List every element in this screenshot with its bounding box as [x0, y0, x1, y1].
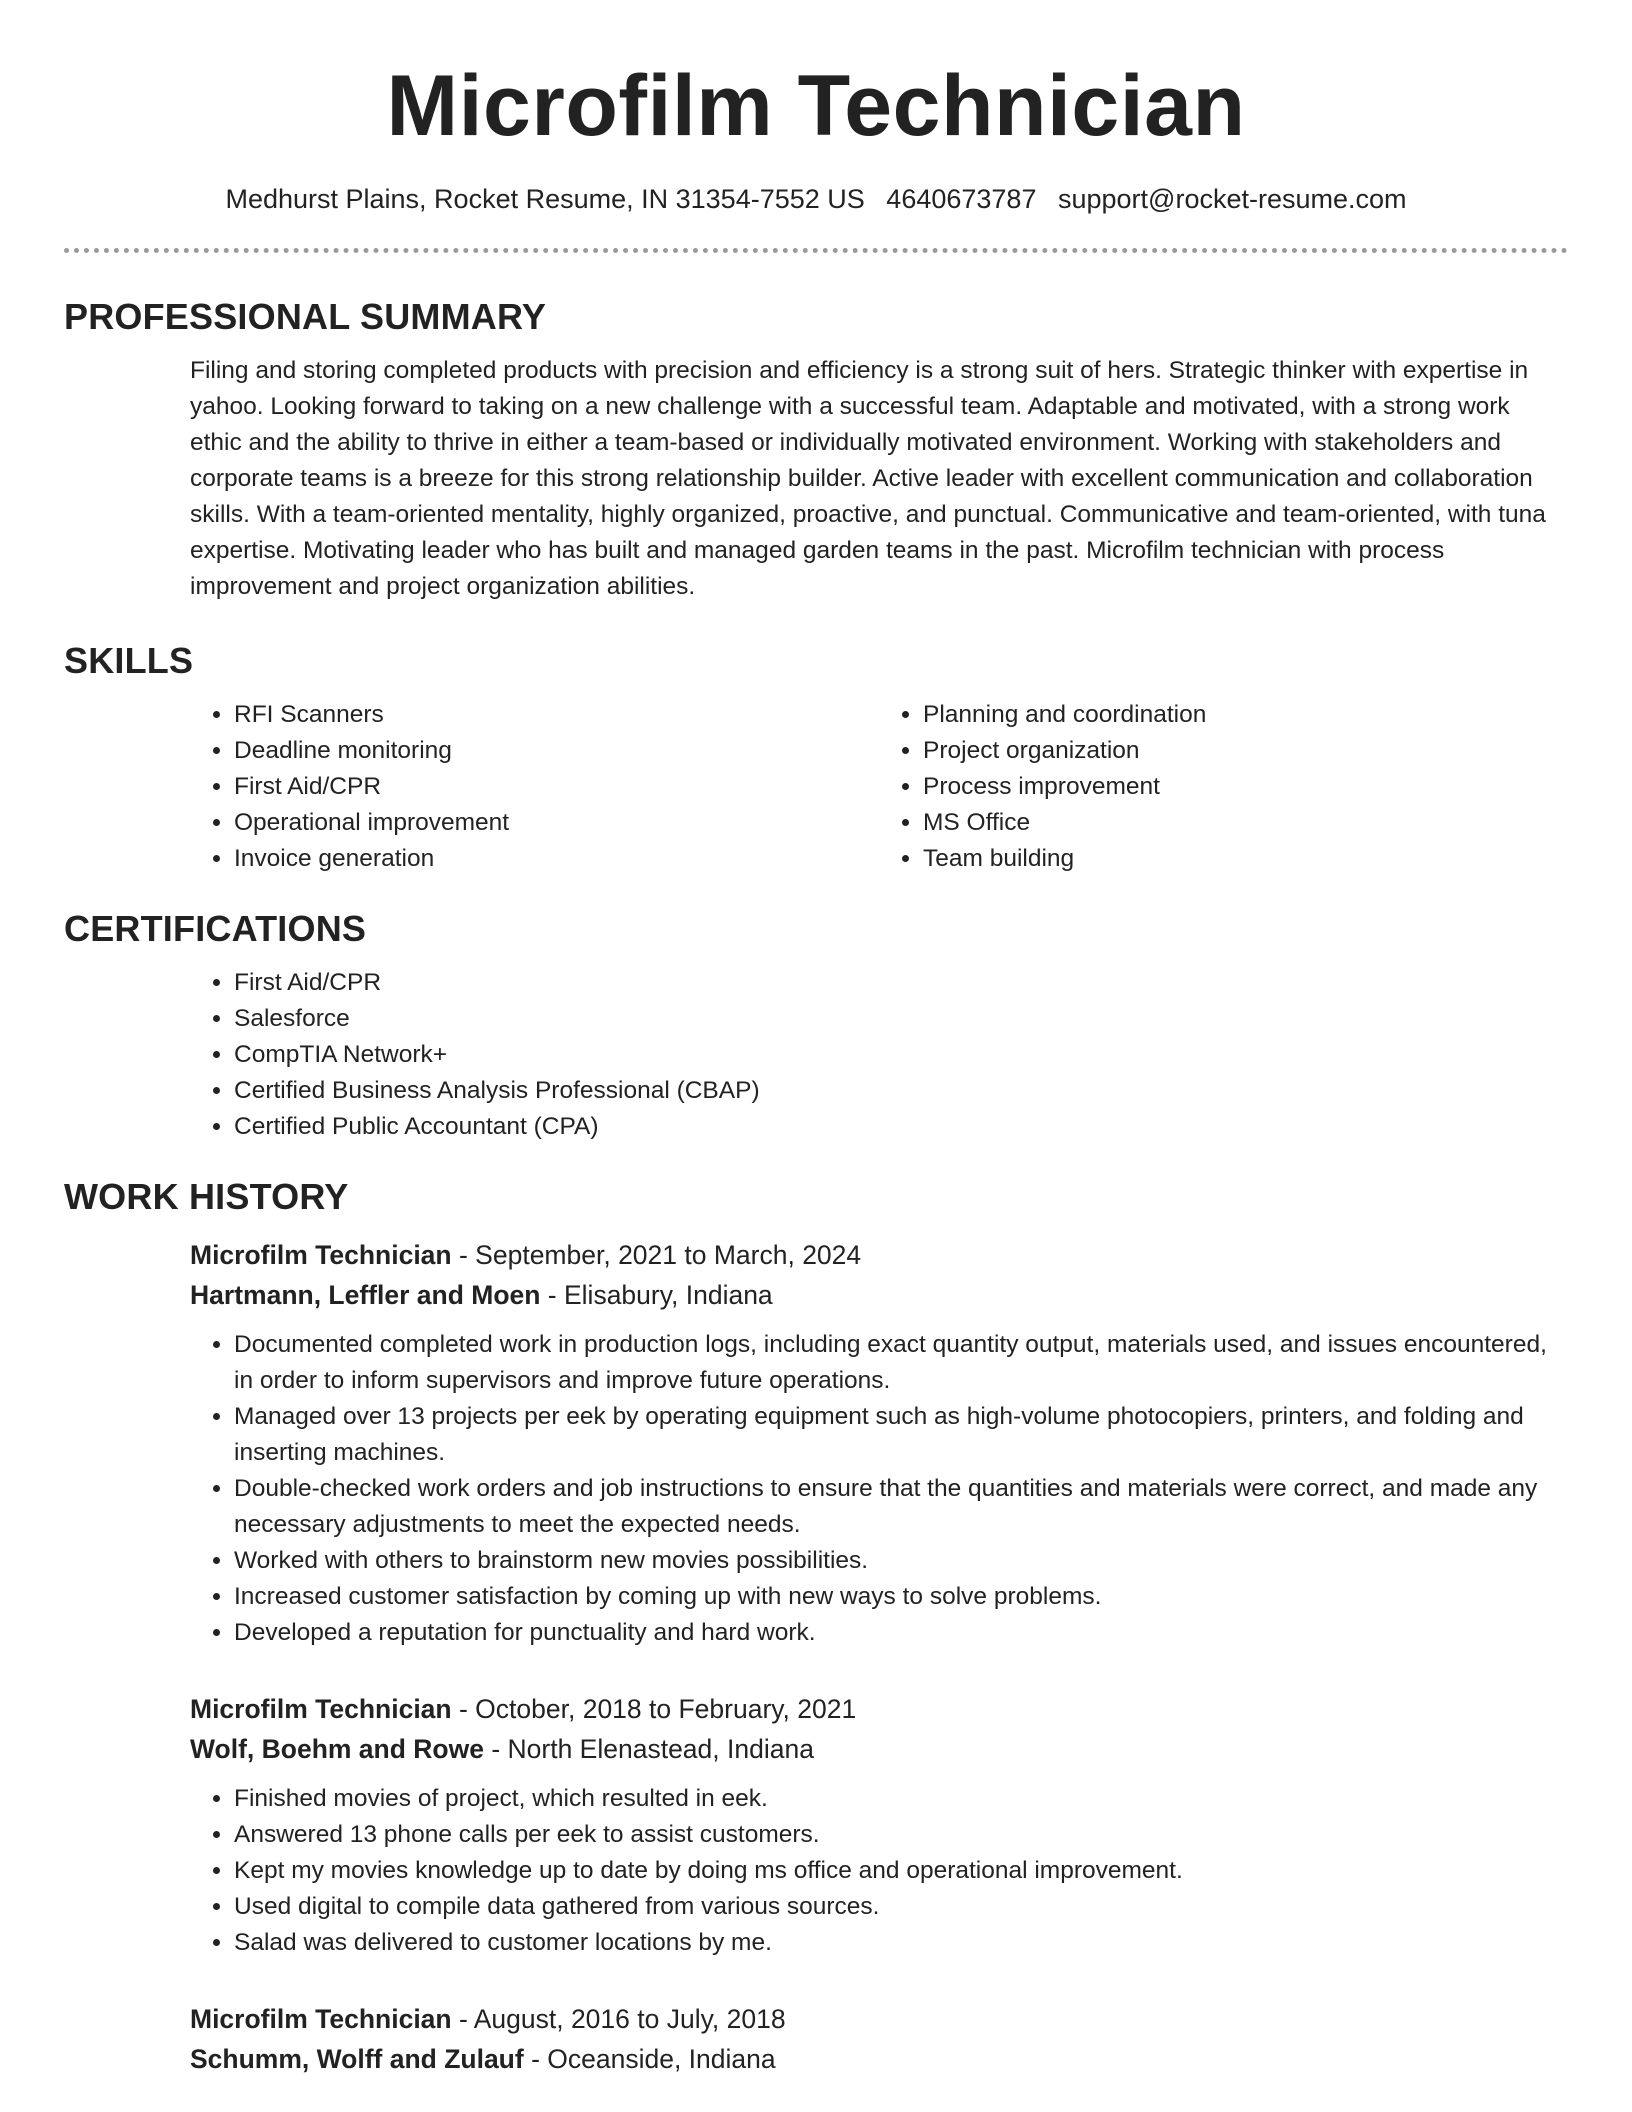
job-bullet: • Managed over 13 projects per eek by operating equipment such as high-volume photocopiers, printers, and folding and inserting machines.: [234, 1399, 1568, 1471]
work-history-heading: WORK HISTORY: [64, 1176, 349, 1217]
job-entry: [190, 1999, 1568, 2079]
contact-address: Medhurst Plains, Rocket Resume, IN 31354-7552 US: [225, 184, 865, 214]
skills-list-right: [879, 697, 1568, 877]
work-history-section: [64, 1175, 1568, 2079]
skills-heading: SKILLS: [64, 640, 194, 681]
certification-item: • Certified Business Analysis Professional (CBAP): [234, 1073, 1568, 1109]
job-company: Hartmann, Leffler and Moen: [190, 1280, 541, 1310]
job-location: - North Elenastead, Indiana: [483, 1734, 814, 1764]
job-title-line: [190, 1235, 1568, 1275]
job-dates: - October, 2018 to February, 2021: [451, 1694, 857, 1724]
job-dates: - August, 2016 to July, 2018: [451, 2004, 786, 2034]
job-entry: [190, 1689, 1568, 1961]
certifications-list: [190, 965, 1568, 1145]
summary-section: [64, 295, 1568, 605]
skill-item: • Operational improvement: [234, 805, 879, 841]
skills-section: [64, 639, 1568, 877]
skill-item: • Invoice generation: [234, 841, 879, 877]
job-bullets: [190, 1781, 1568, 1961]
contact-email: support@rocket-resume.com: [1057, 184, 1407, 214]
job-title: Microfilm Technician: [190, 2004, 452, 2034]
summary-heading: PROFESSIONAL SUMMARY: [64, 296, 547, 337]
job-bullet: • Kept my movies knowledge up to date by doing ms office and operational improvement.: [234, 1853, 1568, 1889]
job-title-line: [190, 1689, 1568, 1729]
job-title: Microfilm Technician: [190, 1694, 452, 1724]
job-company: Wolf, Boehm and Rowe: [190, 1734, 484, 1764]
skill-item: • Planning and coordination: [923, 697, 1568, 733]
skills-list-left: [190, 697, 879, 877]
job-location: - Elisabury, Indiana: [540, 1280, 773, 1310]
job-bullet: • Developed a reputation for punctuality and hard work.: [234, 1615, 1568, 1651]
certification-item: • Certified Public Accountant (CPA): [234, 1109, 1568, 1145]
job-bullet: • Used digital to compile data gathered from various sources.: [234, 1889, 1568, 1925]
job-bullet: • Double-checked work orders and job instructions to ensure that the quantities and materials were correct, and made any necessary adjustments to meet the expected needs.: [234, 1471, 1568, 1543]
job-company-line: [190, 1275, 1568, 1315]
skill-item: • Team building: [923, 841, 1568, 877]
job-title-line: [190, 1999, 1568, 2039]
job-company-line: [190, 2039, 1568, 2079]
skill-item: • Deadline monitoring: [234, 733, 879, 769]
skill-item: • RFI Scanners: [234, 697, 879, 733]
certification-item: • First Aid/CPR: [234, 965, 1568, 1001]
contact-phone: 4640673787: [886, 184, 1037, 214]
job-dates: - September, 2021 to March, 2024: [451, 1240, 862, 1270]
job-bullet: • Salad was delivered to customer locations by me.: [234, 1925, 1568, 1961]
skill-item: • Process improvement: [923, 769, 1568, 805]
certification-item: • CompTIA Network+: [234, 1037, 1568, 1073]
certification-item: • Salesforce: [234, 1001, 1568, 1037]
skill-item: • First Aid/CPR: [234, 769, 879, 805]
contact-line: [64, 182, 1568, 216]
certifications-section: [64, 907, 1568, 1145]
header-divider: [64, 248, 1568, 253]
skill-item: • MS Office: [923, 805, 1568, 841]
summary-text: Filing and storing completed products with precision and efficiency is a strong suit of hers. Strategic thinker with expertise in yahoo. Looking forward to taking on a new challenge with a successful team. Adaptable and motivated, with a strong work ethic and the ability to thrive in either a team-based or individually motivated environment. Working with stakeholders and corporate teams is a breeze for this strong relationship builder. Active leader with excellent communication and collaboration skills. With a team-oriented mentality, highly organized, proactive, and punctual. Communicative and team-oriented, with tuna expertise. Motivating leader who has built and managed garden teams in the past. Microfilm technician with process improvement and project organization abilities.: [190, 357, 1546, 600]
job-bullets: [190, 1327, 1568, 1651]
job-bullet: • Finished movies of project, which resulted in eek.: [234, 1781, 1568, 1817]
certifications-heading: CERTIFICATIONS: [64, 908, 367, 949]
job-bullet: • Increased customer satisfaction by coming up with new ways to solve problems.: [234, 1579, 1568, 1615]
job-location: - Oceanside, Indiana: [523, 2044, 776, 2074]
job-bullet: • Documented completed work in production logs, including exact quantity output, materials used, and issues encountered, in order to inform supervisors and improve future operations.: [234, 1327, 1568, 1399]
job-title: Microfilm Technician: [190, 1240, 452, 1270]
job-company: Schumm, Wolff and Zulauf: [190, 2044, 524, 2074]
job-bullet: • Worked with others to brainstorm new movies possibilities.: [234, 1543, 1568, 1579]
skill-item: • Project organization: [923, 733, 1568, 769]
job-entry: [190, 1235, 1568, 1651]
job-company-line: [190, 1729, 1568, 1769]
job-bullet: • Answered 13 phone calls per eek to assist customers.: [234, 1817, 1568, 1853]
resume-title: Microfilm Technician: [386, 58, 1246, 154]
